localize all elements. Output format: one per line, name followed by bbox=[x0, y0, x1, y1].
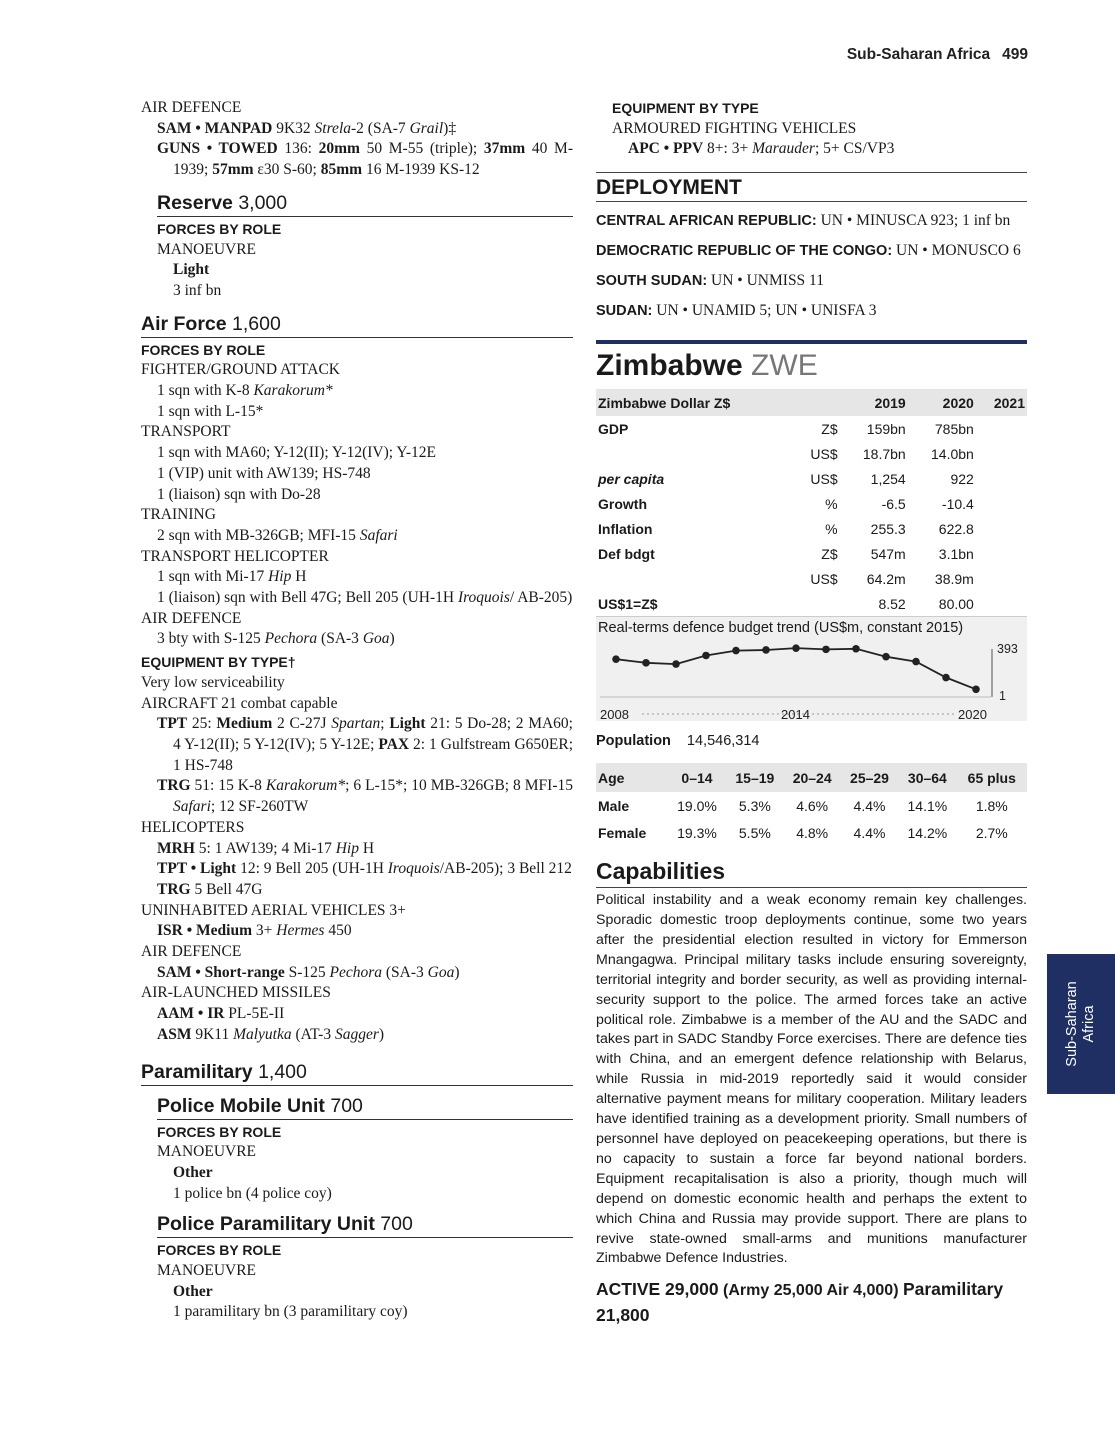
data-point bbox=[942, 674, 950, 682]
forces-by-role-label: FORCES BY ROLE bbox=[157, 1242, 282, 1259]
apc-line: APC • PPV 8+: 3+ Marauder; 5+ CS/VP3 bbox=[628, 140, 895, 158]
y-tick-label: 393 bbox=[997, 642, 1018, 657]
page-number: 499 bbox=[1002, 46, 1028, 63]
transport-helicopter-heading: TRANSPORT HELICOPTER bbox=[141, 547, 329, 565]
heli-tpt: TPT • Light 12: 9 Bell 205 (UH-1H Iroquois/AB-205); 3 Bell 212 bbox=[157, 860, 572, 878]
series-line bbox=[616, 648, 976, 689]
list-item: 2 sqn with MB-326GB; MFI-15 Safari bbox=[157, 526, 398, 544]
table-header: 0–14 bbox=[668, 763, 726, 792]
table-row: Female 19.3% 5.5% 4.8% 4.4% 14.2% 2.7% bbox=[598, 824, 1008, 841]
list-item: 1 (VIP) unit with AW139; HS-748 bbox=[157, 464, 371, 482]
table-row: Def bdgt Z$ 547m 3.1bn bbox=[598, 545, 974, 562]
x-tick-label: 2008 bbox=[600, 707, 629, 722]
transport-heading: TRANSPORT bbox=[141, 423, 231, 441]
left-column bbox=[141, 98, 573, 1323]
heli-mrh: MRH 5: 1 AW139; 4 Mi-17 Hip H bbox=[157, 839, 375, 857]
air-launched-missiles-heading: AIR-LAUNCHED MISSILES bbox=[141, 984, 331, 1002]
police-paramilitary-unit-heading: Police Paramilitary Unit 700 bbox=[157, 1212, 573, 1238]
data-point bbox=[672, 660, 680, 668]
data-point bbox=[792, 644, 800, 652]
aircraft-tpt: TPT 25: Medium 2 C-27J Spartan; Light 21: 5 Do-28; 2 MA60; 4 Y-12(II); 5 Y-12(IV); 5 Y-12E; PAX 2: 1 Gulfstream G650ER; 1 HS-748 bbox=[157, 715, 573, 774]
reserve-unit: 3 inf bn bbox=[173, 281, 222, 299]
data-point bbox=[762, 646, 770, 654]
uav-isr: ISR • Medium 3+ Hermes 450 bbox=[157, 922, 352, 940]
table-row: Male 19.0% 5.3% 4.6% 4.4% 14.1% 1.8% bbox=[598, 797, 1008, 814]
y-tick-label: 1 bbox=[999, 689, 1006, 704]
deployment-entry: SOUTH SUDAN: UN • UNMISS 11 bbox=[596, 272, 824, 290]
aam-line: AAM • IR PL-5E-II bbox=[157, 1005, 285, 1023]
table-header: 2020 bbox=[908, 389, 976, 416]
country-title: Zimbabwe ZWE bbox=[596, 340, 1027, 384]
data-point bbox=[642, 659, 650, 667]
aircraft-trg: TRG 51: 15 K-8 Karakorum*; 6 L-15*; 10 MB-326GB; 8 MFI-15 Safari; 12 SF-260TW bbox=[157, 777, 573, 816]
paramilitary-heading: Paramilitary 1,400 bbox=[141, 1060, 573, 1086]
capabilities-heading: Capabilities bbox=[596, 858, 1027, 888]
table-row: US$ 64.2m 38.9m bbox=[810, 570, 974, 587]
data-point bbox=[852, 645, 860, 653]
equipment-by-type-label: EQUIPMENT BY TYPE† bbox=[141, 654, 296, 671]
table-header: 2019 bbox=[840, 389, 908, 416]
training-heading: TRAINING bbox=[141, 506, 216, 524]
tab-line: Africa bbox=[1081, 1005, 1097, 1043]
reserve-heading: Reserve 3,000 bbox=[157, 191, 573, 217]
air-defence-heading: AIR DEFENCE bbox=[141, 99, 242, 116]
asm-line: ASM 9K11 Malyutka (AT-3 Sagger) bbox=[157, 1025, 385, 1043]
table-row: US$ 18.7bn 14.0bn bbox=[810, 445, 974, 462]
tab-line: Sub-Saharan bbox=[1064, 981, 1080, 1067]
sam-line: SAM • MANPAD 9K32 Strela-2 (SA-7 Grail)‡ bbox=[157, 119, 457, 137]
table-header: 25–29 bbox=[841, 763, 898, 792]
section-tab[interactable] bbox=[1047, 954, 1115, 1094]
data-point bbox=[612, 655, 620, 663]
heli-trg: TRG 5 Bell 47G bbox=[157, 880, 263, 898]
list-item: 1 police bn (4 police coy) bbox=[173, 1184, 332, 1202]
aircraft-heading: AIRCRAFT 21 combat capable bbox=[141, 694, 338, 712]
running-header bbox=[847, 46, 1028, 64]
air-defence-heading: AIR DEFENCE bbox=[141, 943, 242, 961]
guns-line: GUNS • TOWED 136: 20mm 50 M-55 (triple); 37mm 40 M-1939; 57mm ε30 S-60; 85mm 16 M-1939 KS-12 bbox=[157, 140, 573, 179]
helicopters-heading: HELICOPTERS bbox=[141, 818, 245, 836]
uav-heading: UNINHABITED AERIAL VEHICLES 3+ bbox=[141, 901, 406, 919]
list-item: 3 bty with S-125 Pechora (SA-3 Goa) bbox=[157, 630, 395, 648]
list-item: 1 sqn with K-8 Karakorum* bbox=[157, 382, 333, 400]
data-point bbox=[972, 686, 980, 694]
air-force-heading: Air Force 1,600 bbox=[141, 312, 573, 338]
table-row: Growth % -6.5 -10.4 bbox=[598, 495, 974, 512]
manoeuvre-label: MANOEUVRE bbox=[157, 1143, 257, 1161]
list-item: 1 (liaison) sqn with Bell 47G; Bell 205 (UH-1H Iroquois/ AB-205) bbox=[157, 589, 573, 607]
deployment-entry: SUDAN: UN • UNAMID 5; UN • UNISFA 3 bbox=[596, 302, 877, 320]
manoeuvre-label: MANOEUVRE bbox=[157, 240, 257, 258]
data-point bbox=[702, 652, 710, 660]
table-header: 65 plus bbox=[957, 763, 1027, 792]
age-table bbox=[596, 763, 1027, 846]
section-title: Sub-Saharan Africa bbox=[846, 46, 991, 63]
table-header: 2021 bbox=[976, 389, 1027, 416]
right-column bbox=[596, 98, 1027, 1328]
deployment-entry: DEMOCRATIC REPUBLIC OF THE CONGO: UN • MONUSCO 6 bbox=[596, 242, 1021, 260]
deployment-entry: CENTRAL AFRICAN REPUBLIC: UN • MINUSCA 923; 1 inf bn bbox=[596, 212, 1011, 230]
afv-heading: ARMOURED FIGHTING VEHICLES bbox=[612, 119, 857, 137]
deployment-heading: DEPLOYMENT bbox=[596, 172, 1027, 202]
x-tick-label: 2014 bbox=[781, 707, 810, 722]
manoeuvre-label: MANOEUVRE bbox=[157, 1262, 257, 1280]
table-header bbox=[794, 389, 839, 416]
data-point bbox=[822, 646, 830, 654]
table-row: Inflation % 255.3 622.8 bbox=[598, 520, 974, 537]
police-mobile-unit-heading: Police Mobile Unit 700 bbox=[157, 1094, 573, 1120]
trend-svg bbox=[596, 617, 1027, 721]
fga-heading: FIGHTER/GROUND ATTACK bbox=[141, 361, 340, 379]
table-header: 20–24 bbox=[784, 763, 841, 792]
forces-by-role-label: FORCES BY ROLE bbox=[157, 220, 282, 237]
economic-table bbox=[596, 389, 1027, 616]
forces-by-role-label: FORCES BY ROLE bbox=[157, 1123, 282, 1140]
table-header: 30–64 bbox=[898, 763, 956, 792]
light-label: Light bbox=[173, 261, 210, 279]
table-row: US$1=Z$ 8.52 80.00 bbox=[598, 595, 974, 612]
list-item: 1 paramilitary bn (3 paramilitary coy) bbox=[173, 1303, 408, 1321]
chart-title: Real-terms defence budget trend (US$m, constant 2015) bbox=[598, 620, 964, 637]
list-item: 1 sqn with L-15* bbox=[157, 402, 264, 420]
other-label: Other bbox=[173, 1282, 213, 1300]
table-header: Age bbox=[596, 763, 668, 792]
air-defence-heading: AIR DEFENCE bbox=[141, 609, 242, 627]
x-tick-label: 2020 bbox=[958, 707, 987, 722]
data-point bbox=[882, 653, 890, 661]
data-point bbox=[732, 647, 740, 655]
other-label: Other bbox=[173, 1163, 213, 1181]
budget-trend-chart bbox=[596, 616, 1027, 721]
active-strength: ACTIVE 29,000 (Army 25,000 Air 4,000) Paramilitary 21,800 bbox=[596, 1279, 1004, 1326]
table-header: Zimbabwe Dollar Z$ bbox=[596, 389, 794, 416]
data-point bbox=[912, 658, 920, 666]
sam-line: SAM • Short-range S-125 Pechora (SA-3 Goa) bbox=[157, 963, 460, 981]
equipment-by-type-label: EQUIPMENT BY TYPE bbox=[612, 100, 759, 116]
population-row: Population 14,546,314 bbox=[596, 733, 760, 750]
table-row: per capita US$ 1,254 922 bbox=[598, 470, 974, 487]
table-header: 15–19 bbox=[726, 763, 783, 792]
list-item: 1 sqn with MA60; Y-12(II); Y-12(IV); Y-12E bbox=[157, 444, 436, 462]
list-item: 1 (liaison) sqn with Do-28 bbox=[157, 485, 321, 503]
list-item: 1 sqn with Mi-17 Hip H bbox=[157, 568, 307, 586]
table-row: GDP Z$ 159bn 785bn bbox=[598, 420, 974, 437]
forces-by-role-label: FORCES BY ROLE bbox=[141, 341, 266, 358]
serviceability-note: Very low serviceability bbox=[141, 673, 285, 691]
capabilities-body: Political instability and a weak economy remain key challenges. Sporadic domestic troop deployments continue, some two years after the presidential election resulted in victory for Emmerson Mnangagwa. Principal military tasks include ensuring sovereignty, territorial integrity and border security, as well as providing internal-security support to the police. The armed forces take an active political role. Zimbabwe is a member of the AU and the SADC and takes part in SADC Standby Force exercises. There are defence ties with China, and an emergent defence relationship with Belarus, while Russia in mid-2019 reportedly said it would consider alternative payment means for military cooperation. Military leaders have identified training as a development priority. Small numbers of personnel have deployed on peacekeeping operations, but there is no capacity to sustain a force far beyond national borders. Equipment recapitalisation is also a priority, though much will depend on domestic economic health and perhaps the extent to which China and Russia may provide support. There are plans to revive state-owned small-arms and munitions manufacturer Zimbabwe Defence Industries. bbox=[596, 892, 1027, 1267]
